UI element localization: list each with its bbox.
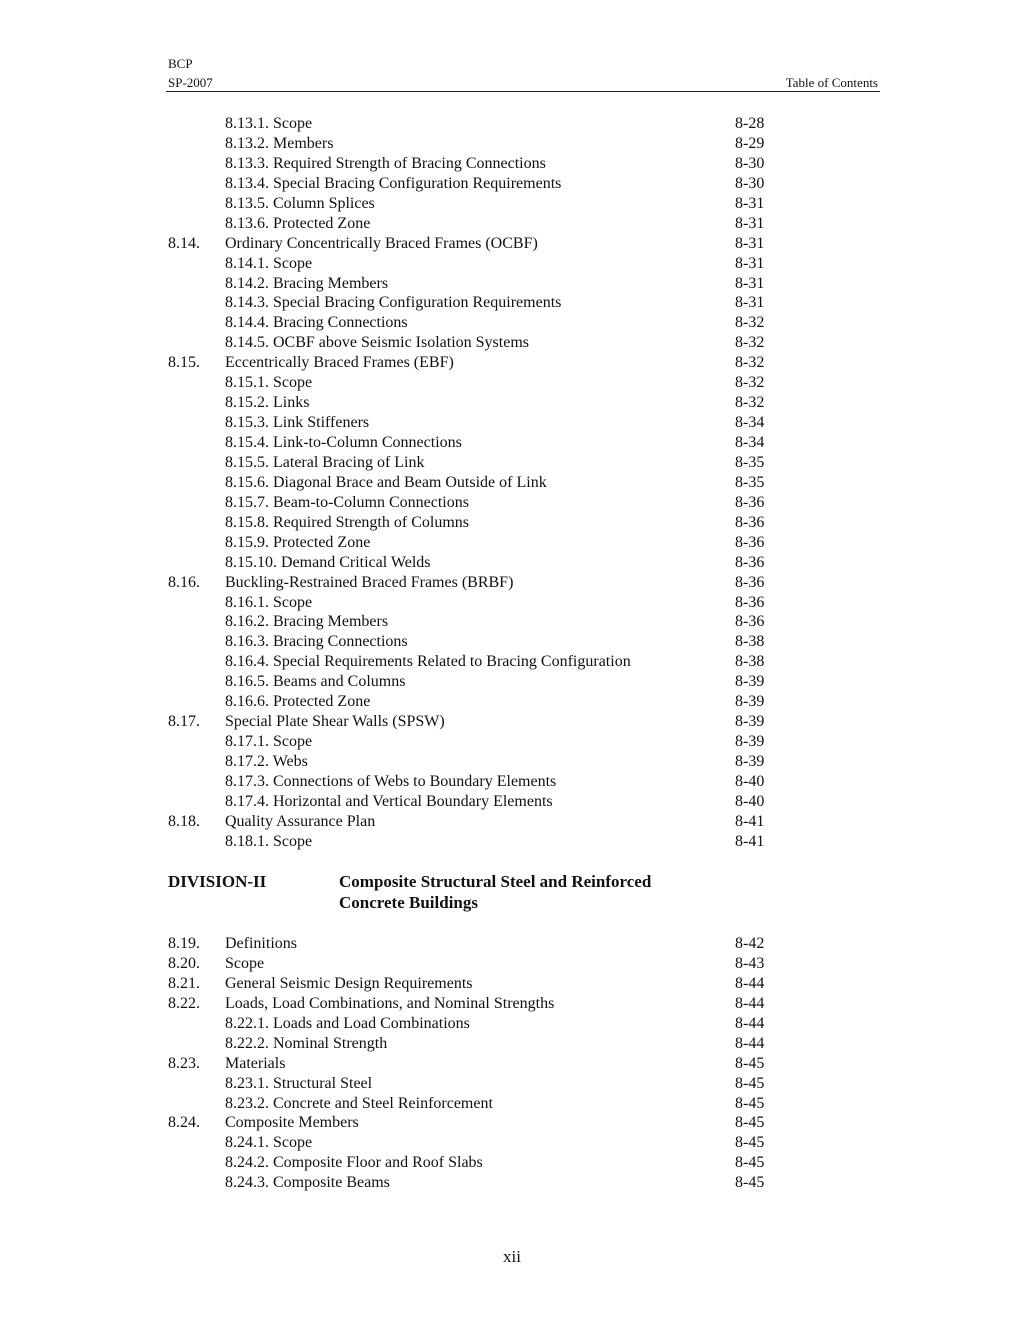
toc-row [168,333,808,353]
toc-row [168,632,808,652]
toc-section-number: 8.23. [168,1054,200,1072]
toc-entry-title: 8.13.5. Column Splices [225,194,375,212]
toc-row [168,672,808,692]
toc-page-number: 8-44 [735,1034,765,1052]
toc-row [168,373,808,393]
toc-row [168,313,808,333]
toc-page-number: 8-36 [735,553,765,571]
toc-page-number: 8-36 [735,493,765,511]
toc-page-number: 8-45 [735,1114,765,1132]
toc-page-number: 8-36 [735,613,765,631]
toc-entry-title: 8.15.10. Demand Critical Welds [225,553,431,571]
toc-entry-title: 8.22.2. Nominal Strength [225,1034,388,1052]
toc-entry-title: 8.16.2. Bracing Members [225,613,389,631]
toc-entry-title: 8.17.3. Connections of Webs to Boundary Elements [225,772,557,790]
division-label: DIVISION-II [168,872,267,891]
toc-page-number: 8-39 [735,693,765,711]
toc-row [168,772,808,792]
toc-entry-title: 8.13.2. Members [225,134,334,152]
toc-row [168,493,808,513]
toc-page-number: 8-31 [735,294,765,312]
toc-page-number: 8-45 [735,1074,765,1092]
toc-row [168,1034,808,1054]
toc-row [168,1054,808,1074]
toc-row [168,553,808,573]
toc-entry-title: Scope [225,954,265,972]
toc-page-number: 8-45 [735,1154,765,1172]
toc-entry-title: 8.17.2. Webs [225,753,308,770]
toc-page-number: 8-36 [735,513,765,531]
toc-row [168,513,808,533]
toc-section-number: 8.22. [168,994,200,1012]
toc-entry-title: 8.14.4. Bracing Connections [225,314,408,332]
header-left [168,54,213,92]
toc-section-number: 8.15. [168,354,200,372]
toc-entry-title: Eccentrically Braced Frames (EBF) [225,354,454,372]
toc-page-number: 8-43 [735,954,765,972]
header-rule [166,91,880,92]
toc-row [168,1133,808,1153]
toc-section-number: 8.19. [168,935,200,952]
toc-entry-title: 8.14.2. Bracing Members [225,274,389,292]
toc-page-number: 8-35 [735,453,765,471]
toc-section-number: 8.24. [168,1114,200,1132]
toc-row [168,433,808,453]
toc-page-number: 8-32 [735,334,765,352]
toc-page-number: 8-41 [735,832,765,850]
toc-row [168,692,808,712]
toc-row [168,533,808,553]
toc-entry-title: 8.18.1. Scope [225,832,313,850]
toc-page-number: 8-39 [735,753,765,770]
toc-row [168,194,808,214]
toc-page-number: 8-36 [735,533,765,551]
toc-entry-title: 8.16.1. Scope [225,593,313,611]
toc-entry-title: 8.13.1. Scope [225,115,313,132]
toc-row [168,612,808,632]
toc-entry-title: 8.22.1. Loads and Load Combinations [225,1014,470,1032]
toc-page-number: 8-41 [735,812,765,830]
toc-entry-title: 8.15.4. Link-to-Column Connections [225,434,462,451]
toc-entry-title: 8.16.4. Special Requirements Related to Bracing Configuration [225,653,631,671]
toc-row [168,453,808,473]
toc-page-number: 8-31 [735,214,765,232]
toc-row [168,792,808,812]
toc-entry-title: Composite Members [225,1114,359,1132]
toc-page-number: 8-45 [735,1094,765,1112]
toc-page-number: 8-32 [735,314,765,332]
toc-entry-title: 8.17.1. Scope [225,733,313,751]
toc-page-number: 8-30 [735,154,765,172]
toc-row [168,293,808,313]
toc-entry-title: 8.14.3. Special Bracing Configuration Requirements [225,294,562,312]
toc-row [168,934,808,954]
toc-row [168,413,808,433]
toc-entry-title: Special Plate Shear Walls (SPSW) [225,713,445,731]
header-org: BCP [168,56,193,71]
toc-page-number: 8-31 [735,234,765,252]
toc-section-number: 8.16. [168,573,200,591]
toc-row [168,593,808,613]
toc-row [168,134,808,154]
toc-page-number: 8-29 [735,134,765,152]
toc-page-number: 8-45 [735,1174,765,1192]
toc-section-number: 8.21. [168,974,200,992]
toc-row [168,214,808,234]
toc-page-number: 8-44 [735,1014,765,1032]
toc-row [168,573,808,593]
toc-row [168,1014,808,1034]
toc-page-number: 8-36 [735,573,765,591]
toc-entry-title: 8.14.1. Scope [225,254,313,272]
toc-entry-title: Materials [225,1054,286,1072]
toc-entry-title: 8.13.6. Protected Zone [225,214,371,232]
toc-entry-title: 8.15.5. Lateral Bracing of Link [225,453,425,471]
toc-row [168,1173,808,1193]
toc-row [168,974,808,994]
toc-section-number: 8.20. [168,954,200,972]
toc-entry-title: 8.15.8. Required Strength of Columns [225,513,469,531]
toc-row [168,1153,808,1173]
toc-row [168,732,808,752]
page-number: xii [503,1247,521,1266]
toc-entry-title: 8.15.2. Links [225,394,310,412]
toc-row [168,812,808,832]
toc-row [168,752,808,772]
toc-section-number: 8.14. [168,234,200,252]
toc-row [168,954,808,974]
toc-page-number: 8-32 [735,394,765,412]
toc-entry-title: 8.15.1. Scope [225,374,313,392]
toc-page-number: 8-39 [735,713,765,731]
header-code: SP-2007 [168,75,213,90]
toc-page-number: 8-31 [735,274,765,292]
toc-entry-title: 8.15.9. Protected Zone [225,533,371,551]
toc-entry-title: Quality Assurance Plan [225,812,376,830]
toc-entry-title: 8.24.1. Scope [225,1134,313,1152]
toc-row [168,473,808,493]
toc-page-number: 8-38 [735,653,765,671]
header-section: Table of Contents [785,75,878,90]
toc-row [168,832,808,852]
toc-row [168,114,808,134]
toc-page-number: 8-35 [735,473,765,491]
toc-page-number: 8-39 [735,673,765,691]
toc-page-number: 8-34 [735,434,765,451]
toc-page-number: 8-38 [735,633,765,651]
toc-section-number: 8.17. [168,713,200,731]
toc-entry-title: 8.13.4. Special Bracing Configuration Requirements [225,174,562,192]
toc-page-number: 8-40 [735,772,765,790]
toc-page-number: 8-44 [735,994,765,1012]
toc-row [168,234,808,254]
toc-entry-title: 8.17.4. Horizontal and Vertical Boundary Elements [225,792,553,810]
toc-page-number: 8-28 [735,115,765,132]
toc-page-number: 8-31 [735,254,765,272]
toc-row [168,154,808,174]
toc-page-number: 8-39 [735,733,765,751]
division-title: Composite Structural Steel and Reinforced Concrete Buildings [339,872,652,912]
toc-entry-title: Definitions [225,935,297,952]
toc-entry-title: 8.16.5. Beams and Columns [225,673,406,691]
toc-page-number: 8-30 [735,174,765,192]
toc-entry-title: 8.15.3. Link Stiffeners [225,414,370,432]
toc-entry-title: 8.14.5. OCBF above Seismic Isolation Systems [225,334,529,352]
toc-page-number: 8-45 [735,1134,765,1152]
toc-row [168,1094,808,1114]
toc-entry-title: 8.15.6. Diagonal Brace and Beam Outside of Link [225,473,547,491]
toc-page-number: 8-34 [735,414,765,432]
toc-page-number: 8-40 [735,792,765,810]
toc-row [168,994,808,1014]
toc-section-number: 8.18. [168,812,200,830]
toc-row [168,254,808,274]
toc-list-part1 [168,114,808,852]
toc-page-number: 8-45 [735,1054,765,1072]
toc-row [168,1074,808,1094]
toc-entry-title: 8.24.2. Composite Floor and Roof Slabs [225,1154,483,1172]
toc-entry-title: Ordinary Concentrically Braced Frames (OCBF) [225,234,538,252]
toc-page-number: 8-31 [735,194,765,212]
toc-entry-title: 8.15.7. Beam-to-Column Connections [225,493,469,511]
toc-entry-title: 8.23.2. Concrete and Steel Reinforcement [225,1094,493,1112]
toc-entry-title: Buckling-Restrained Braced Frames (BRBF) [225,573,514,591]
toc-row [168,274,808,294]
toc-entry-title: 8.16.6. Protected Zone [225,693,371,711]
toc-row [168,1113,808,1133]
toc-list-part2 [168,934,808,1193]
toc-row [168,652,808,672]
toc-row [168,712,808,732]
toc-row [168,174,808,194]
toc-entry-title: Loads, Load Combinations, and Nominal Strengths [225,994,555,1012]
toc-entry-title: 8.13.3. Required Strength of Bracing Connections [225,154,546,172]
toc-page-number: 8-32 [735,374,765,392]
toc-entry-title: 8.24.3. Composite Beams [225,1174,390,1192]
toc-entry-title: General Seismic Design Requirements [225,974,473,992]
toc-row [168,353,808,373]
toc-page-number: 8-42 [735,935,765,952]
toc-entry-title: 8.23.1. Structural Steel [225,1074,373,1092]
toc-page-number: 8-44 [735,974,765,992]
toc-page-number: 8-32 [735,354,765,372]
toc-row [168,393,808,413]
toc-entry-title: 8.16.3. Bracing Connections [225,633,408,651]
toc-page-number: 8-36 [735,593,765,611]
